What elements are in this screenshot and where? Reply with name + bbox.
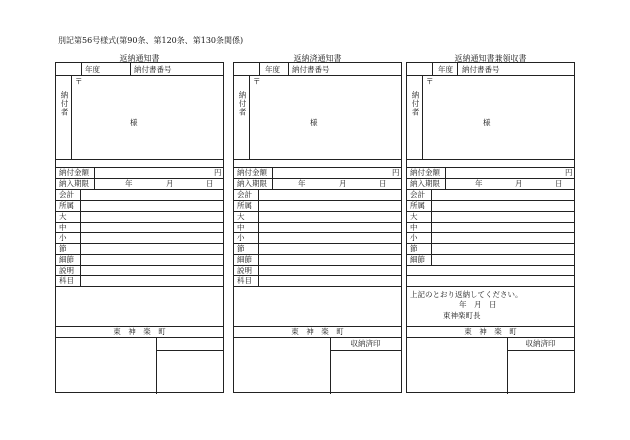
form3-month: 月 — [515, 179, 523, 188]
form2-nendo-label: 年度 — [265, 65, 280, 74]
form1-row-label: 所属 — [59, 201, 74, 210]
form2-row-label: 説明 — [237, 266, 252, 275]
form2-row-label: 細節 — [237, 255, 252, 264]
form1-return-notice — [55, 62, 224, 393]
form2-deadline-label: 納入期限 — [237, 179, 267, 188]
form1-rule — [56, 189, 223, 190]
form2-row-label: 科目 — [237, 276, 252, 285]
form1-rule — [56, 265, 223, 266]
form3-rule — [407, 243, 574, 244]
form3-postal-mark: 〒 — [426, 77, 434, 86]
form-caption: 別記第56号様式(第90条、第120条、第130条関係) — [58, 36, 244, 45]
form1-year: 年 — [125, 179, 133, 188]
form1-row-label: 大 — [59, 212, 67, 221]
form3-yen: 円 — [565, 168, 573, 177]
form1-month: 月 — [166, 179, 174, 188]
form1-deadline-label: 納入期限 — [59, 179, 89, 188]
form1-row-label: 説明 — [59, 266, 74, 275]
form2-row-label: 節 — [237, 244, 245, 253]
form3-deadline-label: 納入期限 — [410, 179, 440, 188]
form1-rule — [56, 254, 223, 255]
form3-row-label: 所属 — [410, 201, 425, 210]
form3-row-label: 節 — [410, 244, 418, 253]
form1-rule — [56, 159, 223, 160]
form3-rule — [407, 265, 574, 266]
form1-rule — [56, 275, 223, 276]
form1-town-name: 東 神 楽 町 — [113, 327, 166, 336]
form1-rule — [56, 243, 223, 244]
form1-row-label: 節 — [59, 244, 67, 253]
form2-month: 月 — [339, 179, 347, 188]
form3-row-label: 小 — [410, 233, 418, 242]
form2-row-label: 会計 — [237, 190, 252, 199]
form1-nendo-label: 年度 — [85, 65, 100, 74]
form3-rule — [407, 200, 574, 201]
form3-nendo-label: 年度 — [438, 65, 453, 74]
form2-row-label: 中 — [237, 223, 245, 232]
form2-header-divider — [259, 63, 260, 75]
form3-return-notice-receipt — [406, 62, 575, 393]
form2-header-divider — [288, 63, 289, 75]
form3-rule — [407, 275, 574, 276]
form2-rule — [234, 222, 401, 223]
form1-row-label: 中 — [59, 223, 67, 232]
form3-row-label: 大 — [410, 212, 418, 221]
form1-header-divider — [81, 63, 82, 75]
form1-notice-number-label: 納付書番号 — [134, 65, 172, 74]
form1-stamp-divider — [156, 337, 157, 394]
form2-rule — [234, 159, 401, 160]
form2-rule — [234, 275, 401, 276]
form2-rule — [330, 350, 401, 351]
form3-header-divider — [432, 63, 433, 75]
form1-yen: 円 — [214, 168, 222, 177]
form2-row-divider — [258, 189, 259, 286]
form2-postal-mark: 〒 — [253, 77, 261, 86]
form3-sama: 様 — [483, 118, 491, 127]
form2-notice-number-label: 納付書番号 — [292, 65, 330, 74]
form3-rule — [407, 286, 574, 287]
form2-rule — [234, 286, 401, 287]
form3-amount-label: 納付金額 — [410, 168, 440, 177]
form1-rule — [56, 222, 223, 223]
form2-day: 日 — [379, 179, 387, 188]
form3-notice-text: 上記のとおり返納してください。 — [410, 290, 523, 299]
form1-rule — [156, 350, 223, 351]
form1-day: 日 — [206, 179, 214, 188]
form2-rule — [234, 254, 401, 255]
form3-row-label: 中 — [410, 223, 418, 232]
form2-rule — [234, 189, 401, 190]
form3-year: 年 — [475, 179, 483, 188]
form1-rule — [56, 211, 223, 212]
form3-rule — [407, 159, 574, 160]
form2-title: 返納済通知書 — [293, 54, 342, 63]
form1-header-divider — [130, 63, 131, 75]
form1-postal-mark: 〒 — [75, 77, 83, 86]
form2-row-label: 大 — [237, 212, 245, 221]
form3-notice-number-label: 納付書番号 — [462, 65, 500, 74]
form2-rule — [234, 200, 401, 201]
form1-payer-label: 納付者 — [60, 91, 69, 117]
form3-rule — [507, 350, 574, 351]
form3-header-divider — [457, 63, 458, 75]
form2-amount-label: 納付金額 — [237, 168, 267, 177]
form2-rule — [234, 337, 401, 338]
form2-rule — [234, 265, 401, 266]
form3-mayor: 東神楽町長 — [443, 311, 481, 320]
form3-rule — [407, 337, 574, 338]
form1-sama: 様 — [130, 118, 138, 127]
form1-row-label: 細節 — [59, 255, 74, 264]
form1-rule — [56, 75, 223, 76]
form2-payer-divider — [249, 75, 250, 159]
form3-rule — [407, 254, 574, 255]
form2-row-label: 所属 — [237, 201, 252, 210]
form3-title: 返納通知書兼領収書 — [454, 54, 527, 63]
form3-row-label: 会計 — [410, 190, 425, 199]
form3-town-name: 東 神 楽 町 — [464, 327, 517, 336]
form2-row-label: 小 — [237, 233, 245, 242]
form1-payer-divider — [71, 75, 72, 159]
form2-town-name: 東 神 楽 町 — [291, 327, 344, 336]
form2-year: 年 — [298, 179, 306, 188]
form2-yen: 円 — [392, 168, 400, 177]
form2-rule — [234, 232, 401, 233]
form3-rule — [407, 232, 574, 233]
form3-payer-label: 納付者 — [411, 91, 420, 117]
form2-receipt-stamp-label: 収納済印 — [350, 339, 381, 348]
form1-row-label: 会計 — [59, 190, 74, 199]
form2-rule — [234, 243, 401, 244]
form2-payer-label: 納付者 — [238, 91, 247, 117]
form3-row-label: 細節 — [410, 255, 425, 264]
form1-rule — [56, 337, 223, 338]
form3-payer-divider — [422, 75, 423, 159]
form1-row-label: 科目 — [59, 276, 74, 285]
form1-row-label: 小 — [59, 233, 67, 242]
form3-rule — [407, 222, 574, 223]
form3-rule — [407, 189, 574, 190]
form3-notice-date: 年 月 日 — [459, 300, 497, 309]
form3-receipt-stamp-label: 収納済印 — [525, 339, 556, 348]
form1-amount-label: 納付金額 — [59, 168, 89, 177]
form3-day: 日 — [555, 179, 563, 188]
form2-return-completed-notice — [233, 62, 402, 393]
form2-sama: 様 — [310, 118, 318, 127]
form3-rule — [407, 75, 574, 76]
form1-row-divider — [80, 189, 81, 286]
form3-rule — [407, 211, 574, 212]
form1-rule — [56, 232, 223, 233]
form2-rule — [234, 75, 401, 76]
form1-title: 返納通知書 — [119, 54, 160, 63]
form2-rule — [234, 211, 401, 212]
form1-rule — [56, 286, 223, 287]
form1-rule — [56, 200, 223, 201]
